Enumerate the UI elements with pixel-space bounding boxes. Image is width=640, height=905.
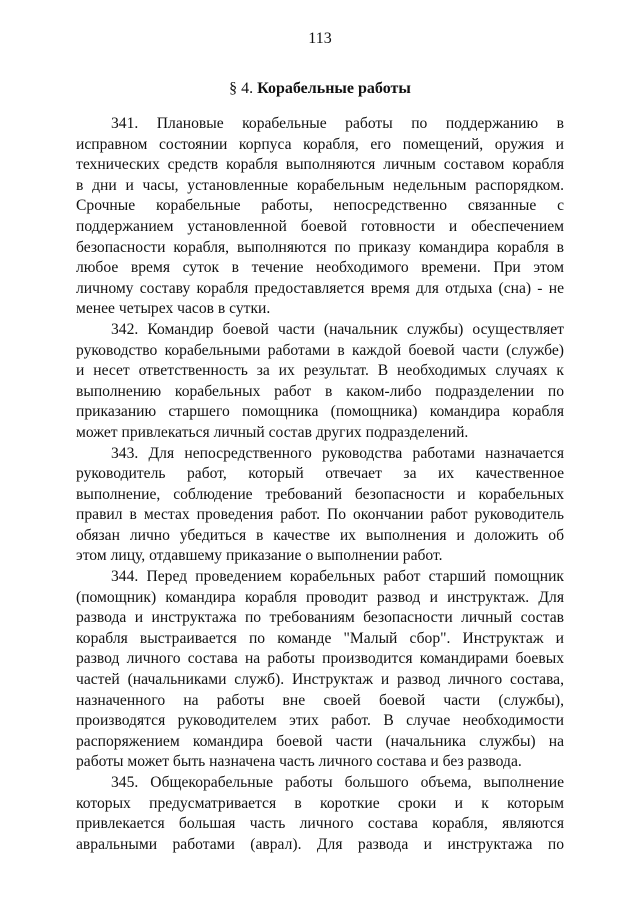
text-line: в дни и часы, установленные корабельным недельным распорядком. (76, 176, 564, 194)
text-line: авральными работами (аврал). Для развода и инструктажа по (76, 835, 564, 853)
text-line: 343. Для непосредственного руководства работами назначается (111, 444, 564, 462)
text-line: (помощник) командира корабля проводит развод и инструктаж. Для (76, 588, 564, 606)
text-line: выполнение, соблюдение требований безопасности и корабельных (76, 485, 564, 503)
text-line: назначенного на работы вне своей боевой части (службы), (76, 691, 564, 709)
text-line: производятся руководителем этих работ. В случае необходимости (76, 712, 564, 730)
text-line: личному составу корабля предоставляется время для отдыха (сна) - не (76, 279, 564, 297)
text-line: 345. Общекорабельные работы большого объема, выполнение (111, 774, 564, 791)
text-line: поддержанием установленной боевой готовности и обеспечением (76, 217, 564, 235)
text-line: руководитель работ, который отвечает за их качественное (76, 465, 564, 483)
paragraph-345 (76, 773, 564, 855)
text-line: выполнению корабельных работ в каком-либо подразделении по (76, 382, 564, 400)
text-line: работы может быть назначена часть личного состава и без развода. (76, 753, 522, 771)
text-line: руководство корабельными работами в каждой боевой части (службе) (76, 341, 564, 359)
text-line: приказанию старшего помощника (помощника) командира корабля (76, 403, 564, 421)
paragraph-342 (76, 320, 564, 444)
text-line: этом лицу, отдавшему приказание о выполнении работ. (76, 547, 443, 565)
section-symbol: § 4. (229, 80, 254, 97)
text-line: частей (начальниками служб). Инструктаж и развод личного состава, (76, 671, 564, 689)
text-line: менее четырех часов в сутки. (76, 300, 271, 318)
text-line: привлекается большая часть личного состава корабля, являются (76, 815, 564, 833)
text-line: распоряжением командира боевой части (начальника службы) на (76, 732, 564, 750)
text-line: 341. Плановые корабельные работы по поддержанию в (111, 115, 564, 132)
section-heading (0, 80, 640, 98)
section-title: Корабельные работы (257, 80, 411, 97)
paragraph-341 (76, 114, 564, 320)
text-line: обязан лично убедиться в качестве их выполнения и доложить об (76, 526, 564, 544)
text-line: технических средств корабля выполняются личным составом корабля (76, 156, 564, 174)
text-line: развода и инструктажа по требованиям безопасности личный состав (76, 609, 564, 627)
text-line: которых предусматривается в короткие сроки и к которым (76, 794, 564, 812)
text-line: 344. Перед проведением корабельных работ старший помощник (111, 568, 564, 586)
text-line: корабля выстраивается по команде "Малый сбор". Инструктаж и (76, 629, 564, 647)
paragraph-343 (76, 444, 564, 568)
text-line: 342. Командир боевой части (начальник службы) осуществляет (111, 320, 564, 338)
text-line: безопасности корабля, выполняются по приказу командира корабля в (76, 238, 564, 256)
page-number: 113 (308, 30, 332, 47)
text-line: развод личного состава на работы производится командирами боевых (76, 650, 564, 668)
body-text (76, 114, 564, 855)
text-line: Срочные корабельные работы, непосредственно связанные с (76, 197, 564, 215)
paragraph-344 (76, 567, 564, 773)
text-line: и несет ответственность за их результат. В необходимых случаях к (76, 362, 564, 380)
text-line: правил в местах проведения работ. По окончании работ руководитель (76, 506, 564, 524)
text-line: любое время суток в течение необходимого времени. При этом (76, 259, 564, 277)
text-line: исправном состоянии корпуса корабля, его помещений, оружия и (76, 135, 564, 153)
text-line: может привлекаться личный состав других подразделений. (76, 423, 469, 441)
